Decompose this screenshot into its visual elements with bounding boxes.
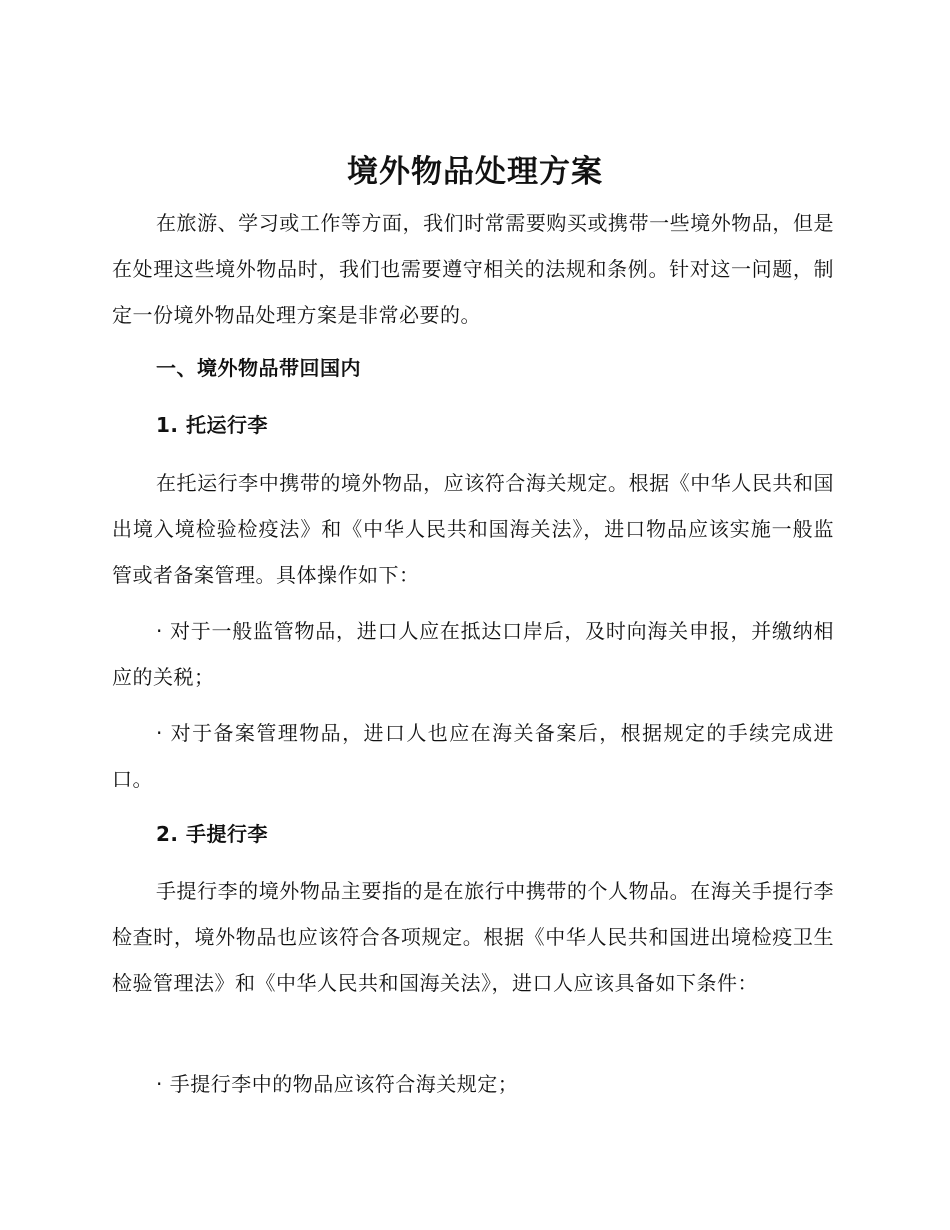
checked-luggage-paragraph: 在托运行李中携带的境外物品，应该符合海关规定。根据《中华人民共和国出境入境检验检疫法》和《中华人民共和国海关法》，进口物品应该实施一般监管或者备案管理。具体操作如下：: [112, 471, 834, 587]
intro-paragraph: 在旅游、学习或工作等方面，我们时常需要购买或携带一些境外物品，但是在处理这些境外物品时，我们也需要遵守相关的法规和条例。针对这一问题，制定一份境外物品处理方案是非常必要的。: [112, 211, 834, 327]
document-title: 境外物品处理方案: [347, 154, 603, 190]
checked-luggage-bullet-filing: · 对于备案管理物品，进口人也应在海关备案后，根据规定的手续完成进口。: [112, 721, 834, 791]
carry-on-bullet-1: · 手提行李中的物品应该符合海关规定；: [156, 1072, 519, 1096]
checked-luggage-bullet-general: · 对于一般监管物品，进口人应在抵达口岸后，及时向海关申报，并缴纳相应的关税；: [112, 619, 834, 689]
carry-on-paragraph: 手提行李的境外物品主要指的是在旅行中携带的个人物品。在海关手提行李检查时，境外物品也应该符合各项规定。根据《中华人民共和国进出境检疫卫生检验管理法》和《中华人民共和国海关法》，进口人应该具备如下条件：: [112, 879, 834, 995]
section-heading-1: 一、境外物品带回国内: [156, 356, 361, 380]
subsection-heading-checked-luggage: 1. 托运行李: [156, 413, 268, 437]
subsection-heading-carry-on: 2. 手提行李: [156, 822, 268, 846]
